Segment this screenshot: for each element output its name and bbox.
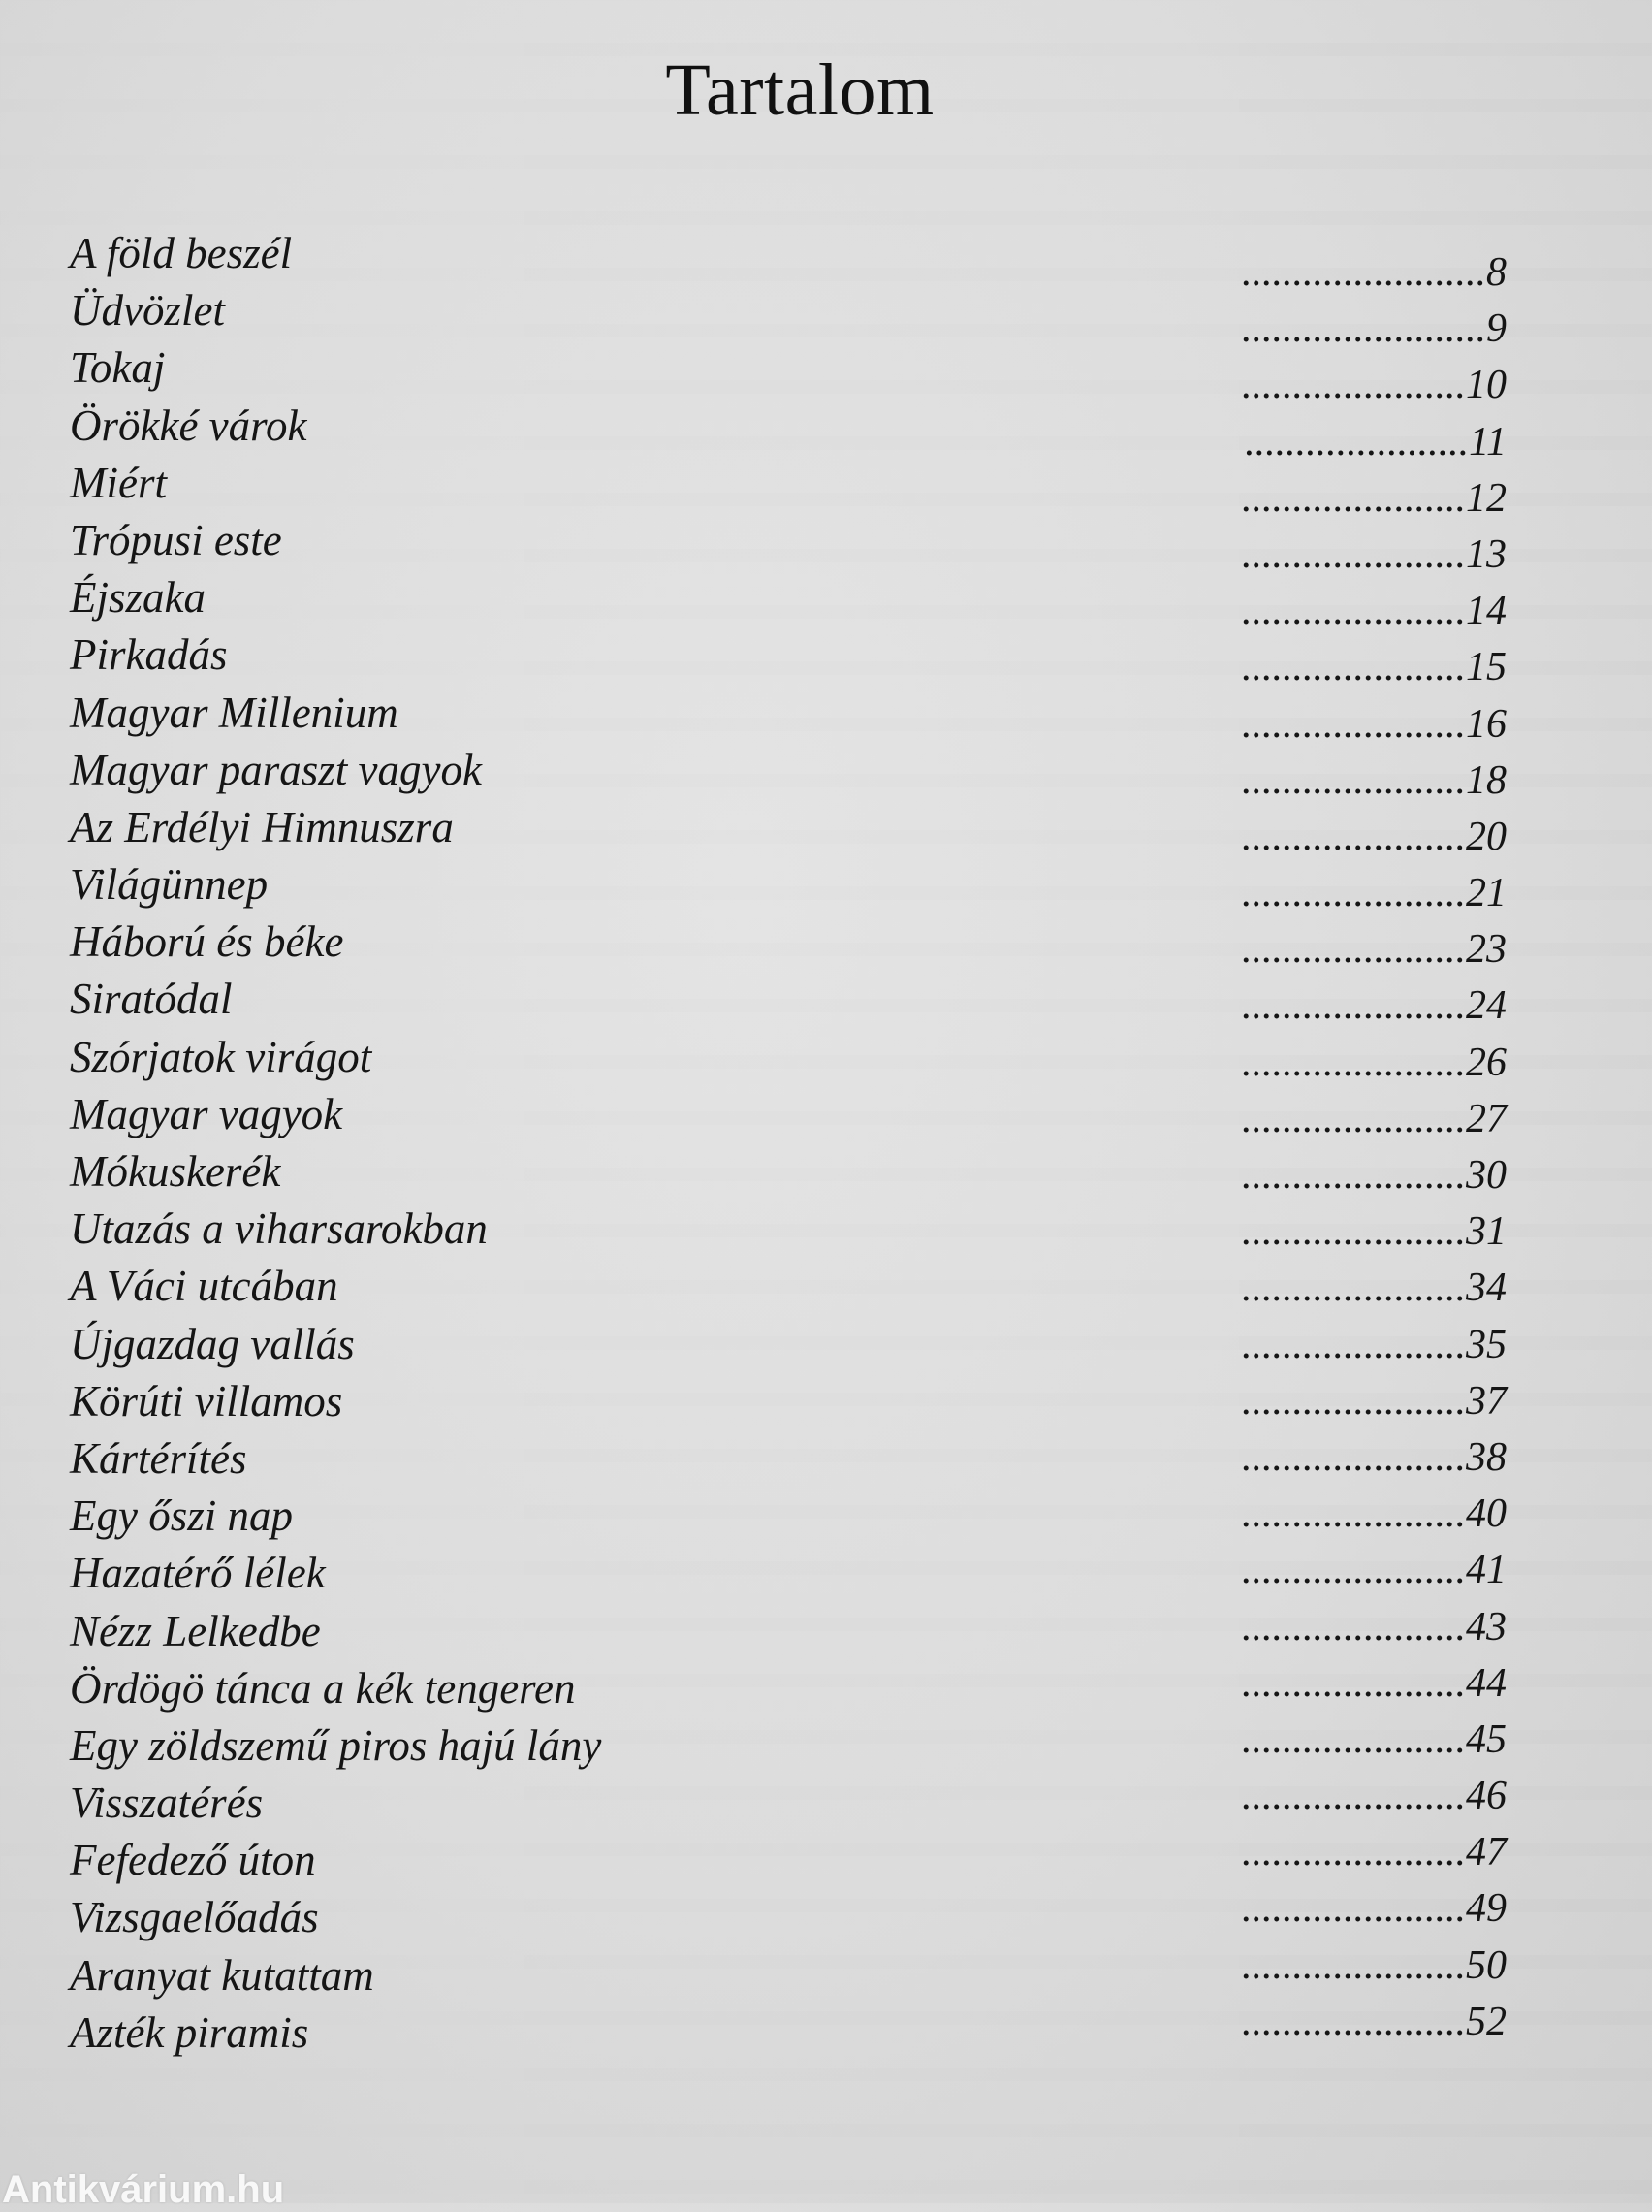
toc-entry-title: Magyar vagyok — [70, 1089, 343, 1138]
toc-entry-title: Örökké várok — [70, 401, 307, 450]
toc-entry-title: Mókuskerék — [70, 1147, 281, 1196]
toc-entry-page: ......................11 — [1245, 419, 1507, 465]
toc-entry-page: ........................9 — [1242, 306, 1507, 352]
toc-entry-title: Az Erdélyi Himnuszra — [70, 802, 454, 851]
toc-entry-title: Siratódal — [70, 975, 233, 1024]
toc-entry-page: ......................30 — [1242, 1153, 1507, 1198]
toc-entry-page: ......................20 — [1242, 814, 1507, 859]
toc-title-list — [70, 225, 601, 2062]
toc-entry-title: Utazás a viharsarokban — [70, 1204, 488, 1254]
toc-entry-title: Ördögö tánca a kék tengeren — [70, 1663, 576, 1713]
toc-entry-title: Üdvözlet — [70, 286, 225, 336]
toc-entry-title: A Váci utcában — [70, 1262, 338, 1311]
toc-entry-title: Pirkadás — [70, 630, 228, 680]
toc-entry-page: ......................38 — [1242, 1434, 1507, 1480]
toc-entry-page: ......................13 — [1242, 531, 1507, 577]
toc-entry-page: ......................10 — [1242, 363, 1507, 408]
toc-entry-page: ......................41 — [1242, 1548, 1507, 1593]
toc-entry-page: ........................8 — [1242, 250, 1507, 295]
toc-entry-page: ......................43 — [1242, 1604, 1507, 1650]
toc-entry-page: ......................40 — [1242, 1491, 1507, 1537]
toc-entry-page: ......................14 — [1242, 589, 1507, 634]
toc-entry-title: Magyar Millenium — [70, 688, 398, 737]
toc-entry-page: ......................37 — [1242, 1378, 1507, 1424]
toc-entry-page: ......................44 — [1242, 1660, 1507, 1706]
toc-entry-page: ......................27 — [1242, 1096, 1507, 1141]
toc-entry-title: Újgazdag vallás — [70, 1319, 355, 1368]
toc-entry-page: ......................45 — [1242, 1716, 1507, 1762]
toc-entry-title: Egy őszi nap — [70, 1491, 293, 1541]
toc-entry-title: Magyar paraszt vagyok — [70, 745, 482, 794]
toc-entry-title: Éjszaka — [70, 573, 206, 623]
toc-entry-title: Kártérítés — [70, 1433, 247, 1483]
toc-entry-page: ......................12 — [1242, 475, 1507, 521]
toc-entry-title: Körúti villamos — [70, 1376, 343, 1426]
toc-entry-page: ......................23 — [1242, 927, 1507, 973]
page-title: Tartalom — [665, 49, 935, 131]
toc-entry-title: Visszatérés — [70, 1779, 264, 1828]
toc-entry-page: ......................46 — [1242, 1774, 1507, 1819]
watermark: Antikvárium.hu — [2, 2168, 285, 2211]
toc-entry-page: ......................52 — [1242, 1999, 1507, 2044]
toc-entry-title: Azték piramis — [70, 2007, 309, 2057]
toc-entry-page: ......................24 — [1242, 983, 1507, 1029]
toc-entry-title: Hazatérő lélek — [70, 1549, 326, 1598]
toc-entry-title: Vizsgaelőadás — [70, 1893, 319, 1942]
toc-entry-page: ......................21 — [1242, 871, 1507, 916]
toc-entry-page: ......................47 — [1242, 1830, 1507, 1875]
toc-entry-page: ......................50 — [1242, 1942, 1507, 1988]
toc-entry-title: Nézz Lelkedbe — [70, 1606, 321, 1655]
toc-entry-title: Trópusi este — [70, 515, 282, 564]
toc-entry-title: Fefedező úton — [70, 1836, 316, 1885]
toc-entry-page: ......................18 — [1242, 757, 1507, 803]
toc-entry-title: A föld beszél — [70, 229, 293, 277]
toc-entry-title: Aranyat kutattam — [70, 1950, 374, 2000]
toc-entry-page: ......................31 — [1242, 1209, 1507, 1255]
toc-entry-title: Szórjatok virágot — [70, 1032, 372, 1081]
toc-page-list — [1242, 244, 1507, 2050]
toc-entry-page: ......................35 — [1242, 1322, 1507, 1367]
toc-entry-title: Egy zöldszemű piros hajú lány — [70, 1720, 602, 1770]
toc-entry-page: ......................16 — [1242, 701, 1507, 747]
toc-entry-title: Háború és béke — [70, 917, 344, 967]
toc-entry-title: Tokaj — [70, 343, 166, 393]
toc-entry-title: Miért — [70, 458, 167, 507]
toc-entry-page: ......................49 — [1242, 1886, 1507, 1932]
toc-entry-title: Világünnep — [70, 860, 269, 910]
toc-entry-page: ......................26 — [1242, 1040, 1507, 1085]
toc-entry-page: ......................34 — [1242, 1266, 1507, 1311]
toc-entry-page: ......................15 — [1242, 645, 1507, 690]
